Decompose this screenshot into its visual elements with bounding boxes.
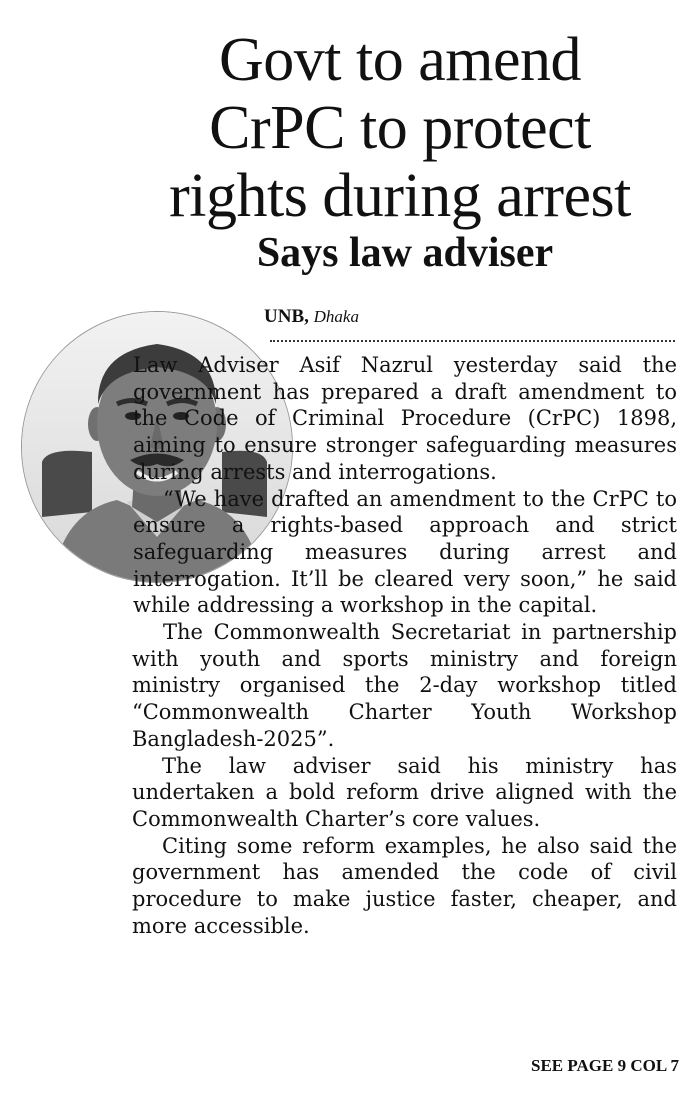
byline-agency: UNB, <box>264 306 309 327</box>
continuation-note: SEE PAGE 9 COL 7 <box>531 1056 679 1075</box>
headline-line-3: rights during arrest <box>169 162 631 230</box>
paragraph: The Commonwealth Secretariat in partnership with youth and sports ministry and foreign ministry organised the 2-day workshop titled “Commonwealth Charter Youth Workshop Bangladesh-2025”. <box>132 620 677 751</box>
subheadline: Says law adviser <box>256 230 554 276</box>
paragraph: Citing some reform examples, he also said the government has amended the code of civil procedure to make justice faster, cheaper, and more accessible. <box>132 833 677 938</box>
headline <box>120 26 680 230</box>
paragraph: The law adviser said his ministry has undertaken a bold reform drive aligned with the Commonwealth Charter’s core values. <box>132 753 677 831</box>
byline-place: Dhaka <box>313 307 359 326</box>
headline-line-2: CrPC to protect <box>209 94 591 162</box>
paragraph: “We have drafted an amendment to the CrPC to ensure a rights-based approach and strict safeguarding measures during arrest and interrogation. It’ll be cleared very soon,” he said while addressing a workshop in the capital. <box>133 486 677 618</box>
byline-divider <box>270 340 675 342</box>
byline <box>264 306 359 328</box>
headline-line-1: Govt to amend <box>219 26 581 94</box>
paragraph: Law Adviser Asif Nazrul yesterday said the government has prepared a draft amendment to the Code of Criminal Procedure (CrPC) 1898, aiming to ensure stronger safeguarding measures during arrests and interrogations. <box>133 353 677 484</box>
article-body <box>132 352 677 939</box>
